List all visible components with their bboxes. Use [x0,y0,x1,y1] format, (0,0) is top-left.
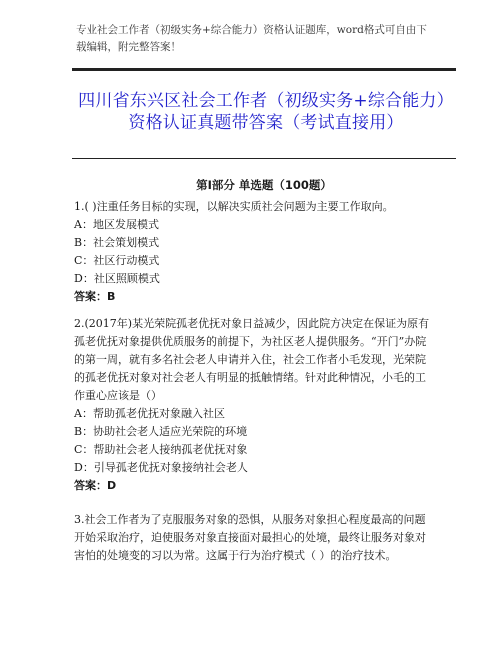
option-d: D：社区照顾模式 [74,272,160,285]
question-stem: 2.(2017年)某光荣院孤老优抚对象日益减少，因此院方决定在保证为原有孤老优抚对象提供优质服务的前提下，为社区老人提供服务。“开门”办院的第一周，就有多名社会老人申请并入住，社会工作者小毛发现，光荣院的孤老优抚对象对社会老人有明显的抵触情绪。针对此种情况，小毛的工作重心应该是（） [74,317,430,402]
option-d: D：引导孤老优抚对象接纳社会老人 [74,461,248,474]
header-divider [72,68,456,71]
question-3 [74,511,436,565]
title-divider [72,158,456,159]
option-c: C：帮助社会老人接纳孤老优抚对象 [74,443,248,456]
question-2 [74,315,436,495]
option-a: A：帮助孤老优抚对象融入社区 [74,407,225,420]
question-stem: 3.社会工作者为了克服服务对象的恐惧，从服务对象担心程度最高的问题开始采取治疗，迫使服务对象直接面对最担心的处境，最终让服务对象对害怕的处境变的习以为常。这属于行为治疗模式（ ）的治疗技术。 [74,513,426,562]
document-title: 四川省东兴区社会工作者（初级实务+综合能力）资格认证真题带答案（考试直接用） [78,91,454,133]
option-b: B：社会策划模式 [74,236,160,249]
answer: 答案：D [74,479,117,492]
option-b: B：协助社会老人适应光荣院的环境 [74,425,248,438]
question-1 [74,190,436,306]
answer: 答案：B [74,290,116,303]
option-c: C：社区行动模式 [74,254,160,267]
section-title: 第Ⅰ部分 单选题（100题） [196,178,332,192]
question-stem: 1.( )注重任务目标的实现，以解决实质社会问题为主要工作取向。 [74,200,394,213]
header-note: 专业社会工作者（初级实务+综合能力）资格认证题库，word格式可自由下载编辑，附完整答案！ [76,24,427,53]
option-a: A：地区发展模式 [74,218,159,231]
